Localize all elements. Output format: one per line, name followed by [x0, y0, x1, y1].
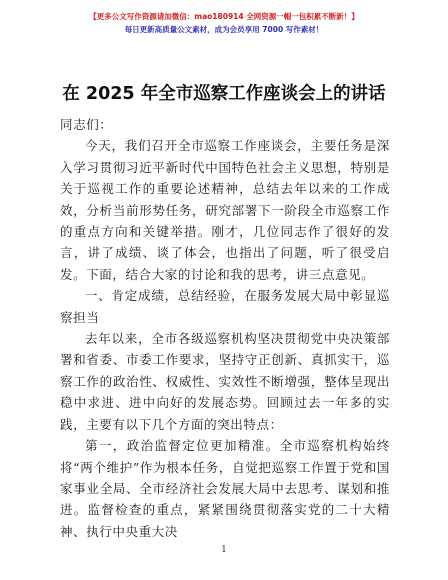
promo-banner-line-2: 每日更新高质量公文素材，成为会员享用 7000 写作素材！	[124, 25, 324, 34]
document-title: 在 2025 年全市巡察工作座谈会上的讲话	[62, 84, 386, 104]
promo-banner-line-1: 【更多公文写作资源请加微信：mao180914 全网资源一帽一包积累不断新！】	[89, 12, 359, 21]
paragraph-achievements: 去年以来，全市各级巡察机构坚决贯彻党中央决策部署和省委、市委工作要求，坚持守正创新、真抓实干，巡察工作的政治性、权威性、实效性不断增强，整体呈现出稳中求进、进中向好的发展态势。回顾过去一年多的实践，主要有以下几个方面的突出特点：	[60, 331, 390, 432]
document-body	[60, 114, 390, 542]
paragraph-point-1: 第一，政治监督定位更加精准。全市巡察机构始终将“两个维护”作为根本任务，自觉把巡察工作置于党和国家事业全局、全市经济社会发展大局中去思考、谋划和推进。监督检查的重点，紧紧围绕贯彻落实党的二十大精神、执行中央重大决	[60, 438, 390, 539]
section-heading-1: 一、肯定成绩，总结经验，在服务发展大局中彰显巡察担当	[60, 288, 390, 325]
paragraph-intro: 今天，我们召开全市巡察工作座谈会，主要任务是深入学习贯彻习近平新时代中国特色社会主义思想，特别是关于巡视工作的重要论述精神，总结去年以来的工作成效，分析当前形势任务，研究部署下一阶段全市巡察工作的重点方向和关键举措。刚才，几位同志作了很好的发言，讲了成绩、谈了体会，也指出了问题，听了很受启发。下面，结合大家的讨论和我的思考，讲三点意见。	[60, 138, 390, 282]
salutation: 同志们：	[60, 117, 113, 132]
page-number: 1	[221, 545, 227, 555]
promo-banner	[0, 10, 448, 36]
